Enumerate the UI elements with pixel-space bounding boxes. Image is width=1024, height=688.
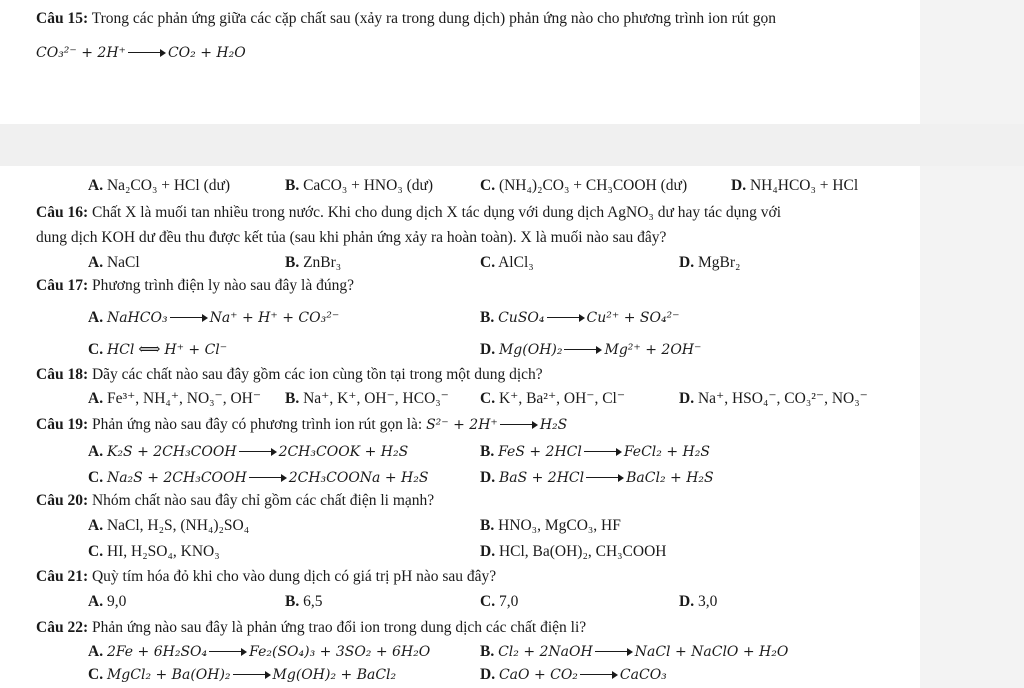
- q22-option-b: B. Cl₂ + 2NaOH NaCl + NaClO + H₂O: [480, 643, 789, 660]
- question-21: Câu 21: Quỳ tím hóa đỏ khi cho vào dung dịch có giá trị pH nào sau đây?: [36, 568, 497, 585]
- q19-option-c: C. Na₂S + 2CH₃COOH 2CH₃COONa + H₂S: [88, 469, 429, 486]
- q15-option-b: B. CaCO₃ + HNO₃ (dư): [285, 177, 434, 194]
- q18-option-a: A. Fe³⁺, NH₄⁺, NO₃⁻, OH⁻: [88, 390, 262, 407]
- arrow-icon: [249, 473, 287, 483]
- question-22: Câu 22: Phản ứng nào sau đây là phản ứng trao đổi ion trong dung dịch các chất điện li?: [36, 619, 587, 636]
- arrow-icon: [564, 345, 602, 355]
- q18-option-b: B. Na⁺, K⁺, OH⁻, HCO₃⁻: [285, 390, 449, 407]
- q21-option-c: C. 7,0: [480, 593, 519, 610]
- question-16: Câu 16: Chất X là muối tan nhiều trong nước. Khi cho dung dịch X tác dụng với dung dịch AgNO₃ dư hay tác dụng với: [36, 204, 782, 221]
- q20-option-a: A. NaCl, H₂S, (NH₄)₂SO₄: [88, 517, 250, 534]
- question-16-cont: dung dịch KOH dư đều thu được kết tủa (sau khi phản ứng xảy ra hoàn toàn). X là muối nào sau đây?: [36, 229, 667, 246]
- question-20: Câu 20: Nhóm chất nào sau đây chỉ gồm các chất điện li mạnh?: [36, 492, 435, 509]
- arrow-icon: [239, 447, 277, 457]
- arrow-icon: [580, 670, 618, 680]
- q20-option-d: D. HCl, Ba(OH)₂, CH₃COOH: [480, 543, 667, 560]
- right-gutter: [920, 0, 1024, 688]
- q21-option-a: A. 9,0: [88, 593, 127, 610]
- question-17: Câu 17: Phương trình điện ly nào sau đây là đúng?: [36, 277, 354, 294]
- q17-option-d: D. Mg(OH)₂ Mg²⁺ + 2OH⁻: [480, 341, 702, 358]
- arrow-icon: [128, 48, 166, 58]
- q19-option-d: D. BaS + 2HCl BaCl₂ + H₂S: [480, 469, 714, 486]
- q18-option-d: D. Na⁺, HSO₄⁻, CO₃²⁻, NO₃⁻: [679, 390, 868, 407]
- q21-option-b: B. 6,5: [285, 593, 323, 610]
- q22-option-c: C. MgCl₂ + Ba(OH)₂ Mg(OH)₂ + BaCl₂: [88, 666, 397, 683]
- q16-option-d: D. MgBr₂: [679, 254, 741, 271]
- q15-option-a: A. Na₂CO₃ + HCl (dư): [88, 177, 231, 194]
- separator-band: [0, 124, 1024, 166]
- question-15-equation: CO₃²⁻ + 2H⁺ CO₂ + H₂O: [36, 45, 246, 61]
- q22-option-a: A. 2Fe + 6H₂SO₄ Fe₂(SO₄)₃ + 3SO₂ + 6H₂O: [88, 643, 431, 660]
- arrow-icon: [170, 313, 208, 323]
- q21-option-d: D. 3,0: [679, 593, 718, 610]
- q17-option-b: B. CuSO₄ Cu²⁺ + SO₄²⁻: [480, 309, 680, 326]
- question-18: Câu 18: Dãy các chất nào sau đây gồm các ion cùng tồn tại trong một dung dịch?: [36, 366, 543, 383]
- q16-option-a: A. NaCl: [88, 254, 140, 271]
- q17-option-c: C. HCl ⟺ H⁺ + Cl⁻: [88, 341, 228, 358]
- arrow-icon: [500, 420, 538, 430]
- q19-option-b: B. FeS + 2HCl FeCl₂ + H₂S: [480, 443, 710, 460]
- question-15: Câu 15: Trong các phản ứng giữa các cặp chất sau (xảy ra trong dung dịch) phản ứng nào cho phương trình ion rút gọn: [36, 10, 777, 27]
- arrow-icon: [209, 647, 247, 657]
- arrow-icon: [595, 647, 633, 657]
- q16-option-c: C. AlCl₃: [480, 254, 534, 271]
- question-19: Câu 19: Phản ứng nào sau đây có phương trình ion rút gọn là: S²⁻ + 2H⁺ H₂S: [36, 416, 568, 433]
- q20-option-b: B. HNO₃, MgCO₃, HF: [480, 517, 621, 534]
- q22-option-d: D. CaO + CO₂ CaCO₃: [480, 666, 667, 683]
- q18-option-c: C. K⁺, Ba²⁺, OH⁻, Cl⁻: [480, 390, 626, 407]
- equilibrium-arrow-icon: ⟺: [138, 341, 161, 358]
- q15-option-c: C. (NH₄)₂CO₃ + CH₃COOH (dư): [480, 177, 688, 194]
- arrow-icon: [586, 473, 624, 483]
- q17-option-a: A. NaHCO₃ Na⁺ + H⁺ + CO₃²⁻: [88, 309, 340, 326]
- q16-option-b: B. ZnBr₃: [285, 254, 342, 271]
- q15-option-d: D. NH₄HCO₃ + HCl: [731, 177, 859, 194]
- arrow-icon: [233, 670, 271, 680]
- q19-option-a: A. K₂S + 2CH₃COOH 2CH₃COOK + H₂S: [88, 443, 409, 460]
- q20-option-c: C. HI, H₂SO₄, KNO₃: [88, 543, 220, 560]
- arrow-icon: [547, 313, 585, 323]
- arrow-icon: [584, 447, 622, 457]
